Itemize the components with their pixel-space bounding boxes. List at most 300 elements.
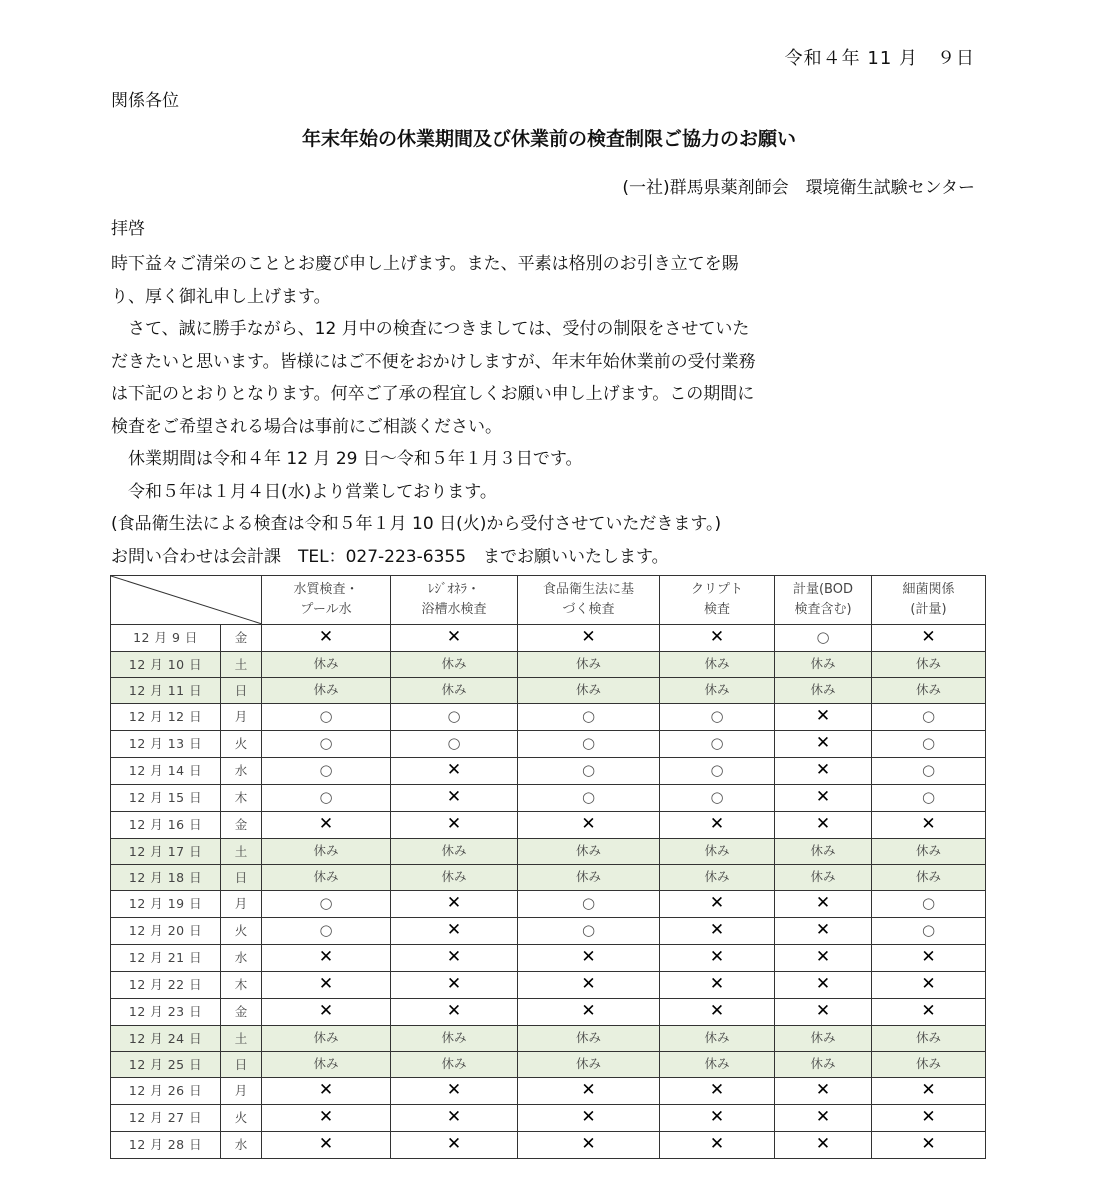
closed-label: 休み: [704, 869, 730, 884]
closed-cell: [775, 1026, 872, 1052]
cross-icon: ✕: [921, 627, 936, 647]
closed-label: 休み: [441, 869, 467, 884]
closed-cell: [775, 652, 872, 678]
unavailable-cell: [872, 999, 986, 1026]
table-row: [111, 1105, 986, 1132]
closed-label: 休み: [915, 656, 941, 671]
available-cell: [872, 758, 986, 785]
closed-label: 休み: [915, 1030, 941, 1045]
closed-cell: [775, 865, 872, 891]
closed-cell: [262, 1052, 391, 1078]
cross-icon: ✕: [709, 627, 725, 647]
cross-icon: ✕: [815, 974, 831, 994]
table-row: [111, 731, 986, 758]
table-header-row: [111, 576, 986, 625]
closed-label: 休み: [915, 682, 941, 697]
cross-icon: ✕: [709, 1001, 725, 1021]
unavailable-cell: [775, 758, 872, 785]
body-text: [111, 248, 991, 573]
weekday-cell: 土: [221, 652, 262, 678]
available-cell: [872, 918, 986, 945]
date-cell: 12 月 20 日: [111, 918, 221, 945]
date-cell: 12 月 19 日: [111, 891, 221, 918]
unavailable-cell: [262, 999, 391, 1026]
unavailable-cell: [518, 1078, 660, 1105]
cross-icon: ✕: [709, 974, 725, 994]
cross-icon: ✕: [921, 947, 936, 967]
unavailable-cell: [262, 1105, 391, 1132]
table-row: [111, 1052, 986, 1078]
cross-icon: ✕: [815, 920, 831, 940]
unavailable-cell: [262, 1078, 391, 1105]
cross-icon: ✕: [446, 893, 462, 913]
cross-icon: ✕: [581, 1134, 596, 1154]
date-cell: 12 月 17 日: [111, 839, 221, 865]
column-header-line: (計量): [910, 602, 947, 617]
cross-icon: ✕: [446, 1001, 462, 1021]
table-row: [111, 652, 986, 678]
date-cell: 12 月 16 日: [111, 812, 221, 839]
circle-icon: ○: [581, 921, 596, 939]
date-cell: 12 月 28 日: [111, 1132, 221, 1159]
unavailable-cell: [775, 1078, 872, 1105]
circle-icon: ○: [447, 707, 461, 725]
body-line: お問い合わせは会計課 TEL：027-223-6355 までお願いいたします。: [111, 546, 669, 567]
cross-icon: ✕: [815, 733, 831, 753]
closed-label: 休み: [704, 843, 730, 858]
cross-icon: ✕: [815, 1134, 831, 1154]
unavailable-cell: [872, 625, 986, 652]
unavailable-cell: [518, 625, 660, 652]
unavailable-cell: [872, 1078, 986, 1105]
available-cell: [262, 731, 391, 758]
unavailable-cell: [391, 785, 518, 812]
weekday-cell: 木: [221, 785, 262, 812]
closed-label: 休み: [704, 1030, 730, 1045]
column-header-line: プール水: [300, 602, 352, 617]
cross-icon: ✕: [709, 1134, 725, 1154]
unavailable-cell: [872, 812, 986, 839]
circle-icon: ○: [710, 734, 724, 752]
closed-label: 休み: [313, 843, 339, 858]
circle-icon: ○: [319, 921, 333, 939]
cross-icon: ✕: [318, 947, 334, 967]
unavailable-cell: [872, 1132, 986, 1159]
unavailable-cell: [660, 999, 775, 1026]
closed-cell: [872, 1052, 986, 1078]
table-row: [111, 1026, 986, 1052]
closed-cell: [775, 839, 872, 865]
unavailable-cell: [775, 731, 872, 758]
available-cell: [660, 731, 775, 758]
closed-label: 休み: [313, 656, 339, 671]
weekday-cell: 日: [221, 865, 262, 891]
diagonal-line: [111, 576, 262, 624]
closed-label: 休み: [441, 682, 467, 697]
unavailable-cell: [262, 945, 391, 972]
available-cell: [872, 785, 986, 812]
unavailable-cell: [391, 918, 518, 945]
cross-icon: ✕: [921, 1001, 936, 1021]
circle-icon: ○: [921, 894, 936, 912]
cross-icon: ✕: [815, 893, 831, 913]
closed-label: 休み: [575, 682, 601, 697]
closed-label: 休み: [810, 1056, 836, 1071]
cross-icon: ✕: [318, 627, 334, 647]
body-line: 検査をご希望される場合は事前にご相談ください。: [111, 416, 502, 437]
unavailable-cell: [262, 972, 391, 999]
cross-icon: ✕: [318, 1001, 334, 1021]
closed-cell: [872, 652, 986, 678]
available-cell: [660, 704, 775, 731]
table-row: [111, 704, 986, 731]
unavailable-cell: [262, 812, 391, 839]
closed-cell: [391, 839, 518, 865]
available-cell: [518, 785, 660, 812]
column-header-water: [262, 576, 391, 625]
date-cell: 12 月 22 日: [111, 972, 221, 999]
cross-icon: ✕: [815, 1107, 831, 1127]
closed-cell: [391, 652, 518, 678]
closed-cell: [872, 839, 986, 865]
circle-icon: ○: [319, 761, 333, 779]
table-row: [111, 758, 986, 785]
closed-label: 休み: [575, 843, 601, 858]
weekday-cell: 土: [221, 1026, 262, 1052]
closed-label: 休み: [810, 869, 836, 884]
unavailable-cell: [872, 972, 986, 999]
unavailable-cell: [775, 704, 872, 731]
circle-icon: ○: [816, 628, 830, 646]
closed-label: 休み: [810, 656, 836, 671]
unavailable-cell: [262, 1132, 391, 1159]
table-row: [111, 1132, 986, 1159]
unavailable-cell: [391, 812, 518, 839]
closed-label: 休み: [915, 843, 941, 858]
cross-icon: ✕: [446, 1107, 462, 1127]
date-cell: 12 月 10 日: [111, 652, 221, 678]
table-row: [111, 785, 986, 812]
available-cell: [518, 704, 660, 731]
weekday-cell: 火: [221, 1105, 262, 1132]
closed-label: 休み: [915, 869, 941, 884]
cross-icon: ✕: [446, 814, 462, 834]
closed-cell: [518, 839, 660, 865]
cross-icon: ✕: [815, 1080, 831, 1100]
unavailable-cell: [775, 972, 872, 999]
date-cell: 12 月 14 日: [111, 758, 221, 785]
weekday-cell: 日: [221, 678, 262, 704]
available-cell: [872, 731, 986, 758]
cross-icon: ✕: [921, 1134, 936, 1154]
circle-icon: ○: [921, 734, 936, 752]
closed-label: 休み: [704, 1056, 730, 1071]
unavailable-cell: [660, 945, 775, 972]
table-row: [111, 999, 986, 1026]
table-row: [111, 945, 986, 972]
unavailable-cell: [775, 812, 872, 839]
column-header-line: 食品衛生法に基: [542, 582, 634, 597]
closed-cell: [872, 1026, 986, 1052]
closed-cell: [518, 865, 660, 891]
date-cell: 12 月 13 日: [111, 731, 221, 758]
cross-icon: ✕: [921, 1107, 936, 1127]
circle-icon: ○: [581, 734, 596, 752]
column-header-line: 計量(BOD: [792, 582, 853, 597]
cross-icon: ✕: [709, 1107, 725, 1127]
cross-icon: ✕: [581, 1080, 596, 1100]
weekday-cell: 月: [221, 1078, 262, 1105]
unavailable-cell: [518, 945, 660, 972]
date-cell: 12 月 12 日: [111, 704, 221, 731]
unavailable-cell: [660, 1078, 775, 1105]
closed-label: 休み: [810, 1030, 836, 1045]
unavailable-cell: [775, 1105, 872, 1132]
table-row: [111, 839, 986, 865]
circle-icon: ○: [319, 788, 333, 806]
closed-label: 休み: [313, 1030, 339, 1045]
weekday-cell: 金: [221, 812, 262, 839]
cross-icon: ✕: [709, 920, 725, 940]
body-line: り、厚く御礼申し上げます。: [111, 286, 331, 307]
column-header-line: 浴槽水検査: [421, 602, 487, 617]
closed-label: 休み: [810, 843, 836, 858]
cross-icon: ✕: [921, 814, 936, 834]
cross-icon: ✕: [709, 893, 725, 913]
circle-icon: ○: [319, 707, 333, 725]
cross-icon: ✕: [709, 1080, 725, 1100]
cross-icon: ✕: [318, 974, 334, 994]
column-header-crypto: [660, 576, 775, 625]
weekday-cell: 金: [221, 999, 262, 1026]
available-cell: [872, 891, 986, 918]
unavailable-cell: [518, 1105, 660, 1132]
date-cell: 12 月 9 日: [111, 625, 221, 652]
available-cell: [391, 731, 518, 758]
cross-icon: ✕: [815, 814, 831, 834]
available-cell: [262, 891, 391, 918]
unavailable-cell: [518, 999, 660, 1026]
weekday-cell: 水: [221, 758, 262, 785]
closed-cell: [872, 865, 986, 891]
circle-icon: ○: [581, 761, 596, 779]
closed-label: 休み: [313, 1056, 339, 1071]
weekday-cell: 水: [221, 1132, 262, 1159]
unavailable-cell: [775, 785, 872, 812]
cross-icon: ✕: [446, 1134, 462, 1154]
weekday-cell: 月: [221, 704, 262, 731]
table-row: [111, 865, 986, 891]
weekday-cell: 木: [221, 972, 262, 999]
closed-label: 休み: [441, 843, 467, 858]
column-header-measurement: [775, 576, 872, 625]
table-row: [111, 1078, 986, 1105]
available-cell: [660, 785, 775, 812]
greeting-line: 拝啓: [111, 219, 145, 239]
body-line: 令和５年は１月４日(水)より営業しております。: [111, 481, 497, 502]
unavailable-cell: [660, 1105, 775, 1132]
available-cell: [872, 704, 986, 731]
available-cell: [262, 758, 391, 785]
circle-icon: ○: [921, 761, 936, 779]
closed-label: 休み: [575, 1030, 601, 1045]
unavailable-cell: [775, 945, 872, 972]
column-header-line: づく検査: [562, 602, 615, 617]
closed-cell: [660, 1026, 775, 1052]
unavailable-cell: [518, 812, 660, 839]
circle-icon: ○: [581, 894, 596, 912]
table-body: [111, 625, 986, 1159]
unavailable-cell: [391, 1105, 518, 1132]
recipient-line: 関係各位: [111, 91, 179, 111]
cross-icon: ✕: [815, 760, 831, 780]
cross-icon: ✕: [446, 627, 462, 647]
cross-icon: ✕: [815, 1001, 831, 1021]
unavailable-cell: [660, 918, 775, 945]
closed-cell: [518, 678, 660, 704]
closed-label: 休み: [313, 682, 339, 697]
circle-icon: ○: [710, 761, 724, 779]
cross-icon: ✕: [581, 974, 596, 994]
closed-cell: [391, 678, 518, 704]
cross-icon: ✕: [446, 920, 462, 940]
closed-cell: [518, 1026, 660, 1052]
body-line: 時下益々ご清栄のこととお慶び申し上げます。また、平素は格別のお引き立てを賜: [111, 254, 739, 274]
cross-icon: ✕: [709, 947, 725, 967]
date-cell: 12 月 11 日: [111, 678, 221, 704]
weekday-cell: 土: [221, 839, 262, 865]
unavailable-cell: [775, 918, 872, 945]
unavailable-cell: [391, 972, 518, 999]
cross-icon: ✕: [446, 760, 462, 780]
document-title: 年末年始の休業期間及び休業前の検査制限ご協力のお願い: [301, 128, 796, 150]
closed-cell: [775, 678, 872, 704]
table-row: [111, 891, 986, 918]
closed-cell: [872, 678, 986, 704]
cross-icon: ✕: [581, 947, 596, 967]
closed-cell: [660, 839, 775, 865]
circle-icon: ○: [581, 707, 596, 725]
cross-icon: ✕: [581, 814, 596, 834]
table-row: [111, 678, 986, 704]
unavailable-cell: [391, 758, 518, 785]
circle-icon: ○: [447, 734, 461, 752]
column-header-bacteria: [872, 576, 986, 625]
body-line: だきたいと思います。皆様にはご不便をおかけしますが、年末年始休業前の受付業務: [111, 351, 756, 372]
circle-icon: ○: [710, 788, 724, 806]
table-row: [111, 812, 986, 839]
cross-icon: ✕: [318, 814, 334, 834]
available-cell: [391, 704, 518, 731]
column-header-line: クリプト: [690, 582, 743, 597]
closed-cell: [262, 865, 391, 891]
unavailable-cell: [391, 945, 518, 972]
circle-icon: ○: [710, 707, 724, 725]
cross-icon: ✕: [921, 1080, 936, 1100]
closed-label: 休み: [441, 1030, 467, 1045]
unavailable-cell: [872, 1105, 986, 1132]
date-cell: 12 月 23 日: [111, 999, 221, 1026]
column-header-line: ﾚｼﾞｵﾈﾗ・: [427, 582, 480, 597]
cross-icon: ✕: [815, 787, 831, 807]
closed-label: 休み: [441, 1056, 467, 1071]
available-cell: [262, 785, 391, 812]
column-header-line: 細菌関係: [902, 582, 955, 597]
cross-icon: ✕: [446, 1080, 462, 1100]
sender-line: (一社)群馬県薬剤師会 環境衛生試験センター: [622, 178, 975, 198]
closed-cell: [775, 1052, 872, 1078]
available-cell: [660, 758, 775, 785]
cross-icon: ✕: [446, 974, 462, 994]
document-date: 令和４年 11 月 ９日: [784, 48, 975, 69]
body-line: (食品衛生法による検査は令和５年１月 10 日(火)から受付させていただきます。): [111, 514, 722, 534]
unavailable-cell: [660, 625, 775, 652]
unavailable-cell: [391, 999, 518, 1026]
closed-label: 休み: [313, 869, 339, 884]
closed-label: 休み: [810, 682, 836, 697]
table-row: [111, 625, 986, 652]
closed-cell: [262, 652, 391, 678]
closed-label: 休み: [575, 1056, 601, 1071]
column-header-line: 検査含む): [794, 602, 852, 617]
available-cell: [262, 918, 391, 945]
body-line: さて、誠に勝手ながら、12 月中の検査につきましては、受付の制限をさせていた: [111, 319, 750, 339]
unavailable-cell: [660, 891, 775, 918]
cross-icon: ✕: [815, 706, 831, 726]
closed-label: 休み: [441, 656, 467, 671]
column-header-legionella: [391, 576, 518, 625]
unavailable-cell: [518, 1132, 660, 1159]
unavailable-cell: [775, 999, 872, 1026]
weekday-cell: 月: [221, 891, 262, 918]
cross-icon: ✕: [318, 1080, 334, 1100]
date-cell: 12 月 21 日: [111, 945, 221, 972]
date-cell: 12 月 18 日: [111, 865, 221, 891]
closed-label: 休み: [575, 656, 601, 671]
closed-cell: [518, 652, 660, 678]
date-cell: 12 月 26 日: [111, 1078, 221, 1105]
body-line: は下記のとおりとなります。何卒ご了承の程宜しくお願い申し上げます。この期間に: [111, 384, 755, 404]
available-cell: [518, 758, 660, 785]
column-header-line: 水質検査・: [293, 582, 359, 597]
closed-label: 休み: [704, 682, 730, 697]
weekday-cell: 水: [221, 945, 262, 972]
unavailable-cell: [391, 625, 518, 652]
cross-icon: ✕: [446, 947, 462, 967]
column-header-food: [518, 576, 660, 625]
closed-label: 休み: [704, 656, 730, 671]
table-row: [111, 972, 986, 999]
cross-icon: ✕: [446, 787, 462, 807]
unavailable-cell: [391, 1132, 518, 1159]
circle-icon: ○: [319, 734, 333, 752]
closed-cell: [518, 1052, 660, 1078]
cross-icon: ✕: [318, 1134, 334, 1154]
unavailable-cell: [660, 812, 775, 839]
weekday-cell: 金: [221, 625, 262, 652]
date-cell: 12 月 24 日: [111, 1026, 221, 1052]
unavailable-cell: [872, 945, 986, 972]
date-cell: 12 月 25 日: [111, 1052, 221, 1078]
weekday-cell: 火: [221, 731, 262, 758]
closed-label: 休み: [915, 1056, 941, 1071]
unavailable-cell: [518, 972, 660, 999]
cross-icon: ✕: [921, 974, 936, 994]
closed-cell: [391, 1026, 518, 1052]
closed-cell: [391, 865, 518, 891]
closed-label: 休み: [575, 869, 601, 884]
available-cell: [518, 731, 660, 758]
